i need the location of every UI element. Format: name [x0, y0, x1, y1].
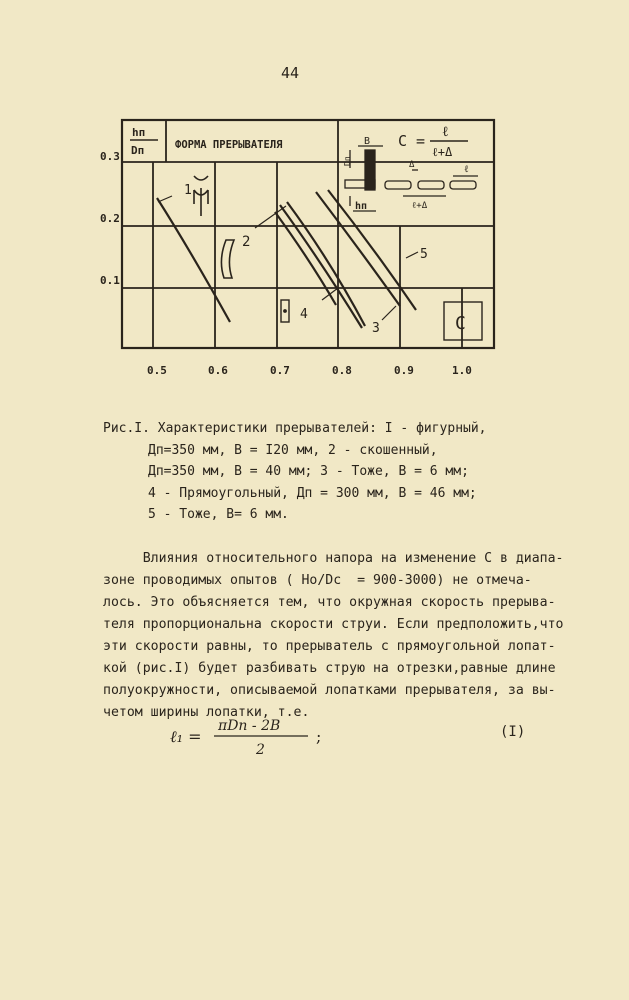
y-tick: 0.2: [100, 212, 120, 225]
body-paragraph: [103, 548, 564, 724]
formula-den: ℓ+Δ: [432, 145, 453, 159]
dim-delta: Δ: [409, 160, 415, 170]
dim-hp: hп: [355, 201, 368, 212]
curves: [157, 190, 416, 328]
page-number: 44: [280, 64, 300, 82]
dim-l-plus-delta: ℓ+Δ: [412, 201, 428, 211]
equation-denominator: 2: [256, 742, 265, 758]
curve-2: [280, 205, 362, 328]
figure-breaker-characteristics: [100, 110, 520, 385]
body-line: теля пропорциональна скорости струи. Если предположить,что: [103, 617, 564, 632]
x-tick: 0.6: [208, 364, 228, 377]
caption-line: Рис.I. Характеристики прерывателей: I - фигурный,: [103, 421, 487, 436]
body-line: зоне проводимых опытов ( Hо/Dc = 900-3000) не отмеча-: [103, 573, 532, 588]
equation-tail: ;: [316, 727, 322, 746]
formula-num: ℓ: [442, 124, 449, 140]
equation-number: (I): [500, 724, 526, 740]
curve-label-5: 5: [420, 247, 428, 262]
x-tick: 0.5: [147, 364, 167, 377]
equation-1: [170, 712, 370, 762]
body-line: четом ширины лопатки, т.е.: [103, 705, 310, 720]
curve-1: [157, 198, 230, 322]
curve-label-1: 1: [184, 183, 192, 198]
dim-l: ℓ: [464, 164, 469, 175]
y-tick: 0.1: [100, 274, 120, 287]
x-tick: 0.8: [332, 364, 352, 377]
caption-line: 4 - Прямоугольный, Дп = 300 мм, В = 46 мм;: [148, 485, 477, 501]
x-tick: 0.9: [394, 364, 414, 377]
caption-line: Дп=350 мм, В = 40 мм; 3 - Тоже, В = 6 мм;: [148, 464, 469, 479]
caption-line: Дп=350 мм, В = I20 мм, 2 - скошенный,: [148, 442, 438, 458]
x-tick: 1.0: [452, 364, 472, 377]
header-title: ФОРМА ПРЕРЫВАТЕЛЯ: [175, 139, 283, 151]
figure-caption: [103, 418, 523, 526]
equation-numerator: πDп - 2B: [218, 718, 281, 734]
curve-label-2: 2: [242, 234, 251, 250]
equation-lhs: ℓ₁ =: [170, 727, 202, 746]
caption-line: 5 - Тоже, В= 6 мм.: [148, 507, 289, 522]
curve-5b: [328, 190, 416, 310]
curve-label-4: 4: [300, 307, 308, 322]
y-tick: 0.3: [100, 150, 120, 163]
body-line: эти скорости равны, то прерыватель с прямоугольной лопат-: [103, 639, 556, 654]
header-ratio-bottom: Dп: [131, 144, 145, 157]
curve-3a: [287, 201, 368, 326]
body-line: кой (рис.I) будет разбивать струю на отрезки,равные длине: [103, 661, 556, 676]
formula-c: C =: [398, 132, 426, 150]
fork-shape-icon: [194, 176, 208, 216]
x-tick: 0.7: [270, 364, 290, 377]
body-line: полуокружности, описываемой лопатками прерывателя, за вы-: [103, 683, 556, 698]
body-line: лось. Это объясняется тем, что окружная скорость прерыва-: [103, 595, 556, 610]
curve-label-3: 3: [372, 321, 380, 336]
body-line: Влияния относительного напора на изменение С в диапа-: [103, 551, 564, 566]
dim-dp: Dп: [343, 156, 352, 166]
dim-b: B: [364, 136, 371, 147]
header-ratio-top: hп: [132, 126, 146, 139]
c-box-label: C: [455, 313, 466, 334]
skewed-blade-icon: [221, 240, 234, 278]
